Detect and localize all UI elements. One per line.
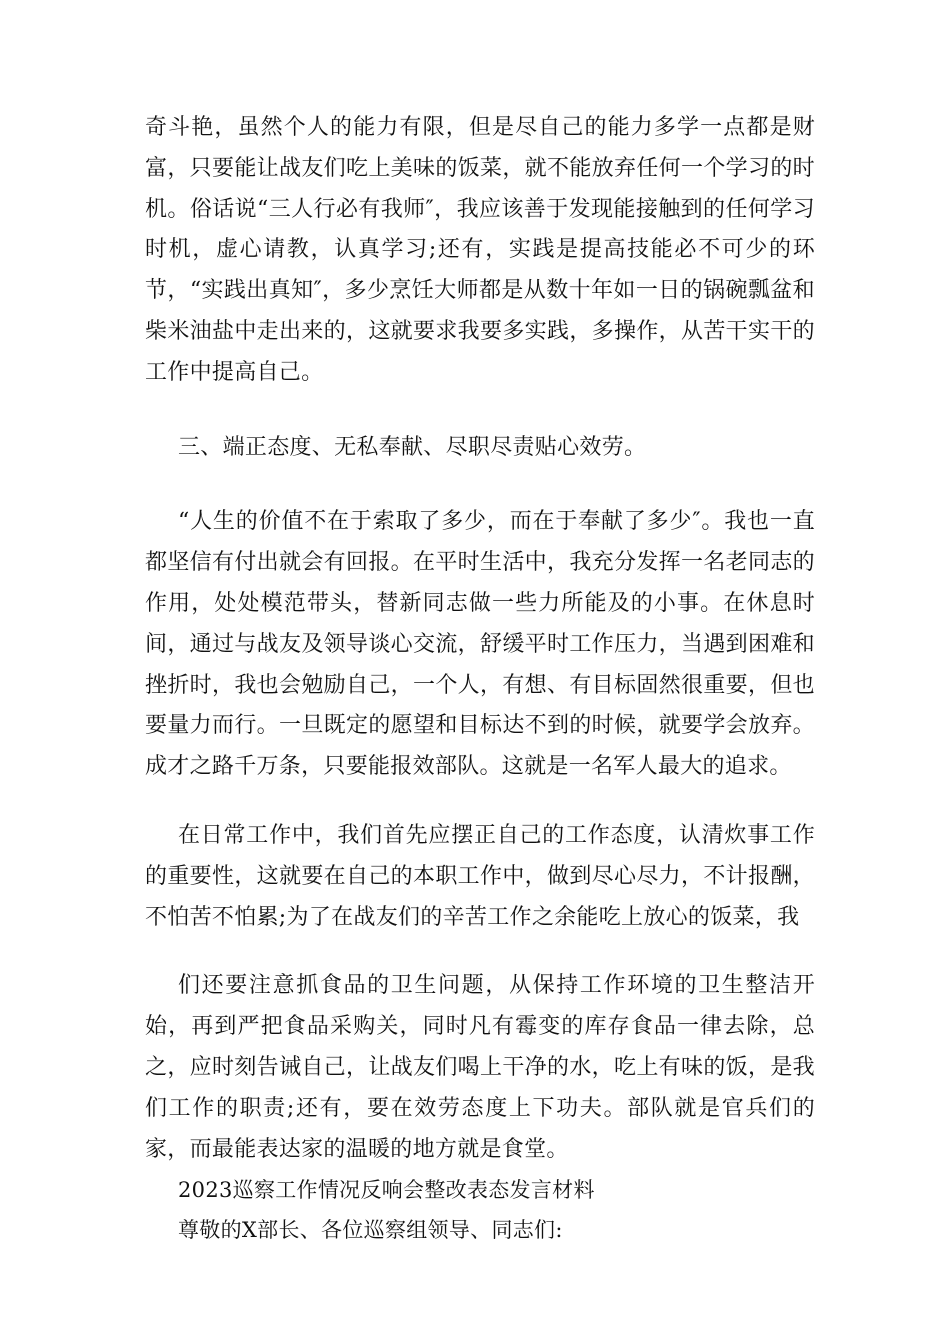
paragraph-value-of-life: “人生的价值不在于索取了多少，而在于奉献了多少″。我也一直都坚信有付出就会有回报。在平时生活中，我充分发挥一名老同志的作用，处处模范带头，替新同志做一些力所能及的小事。在休息时间，通过与战友及领导谈心交流，舒缓平时工作压力，当遇到困难和挫折时，我也会勉励自己，一个人，有想、有目标固然很重要，但也要量力而行。一旦既定的愿望和目标达不到的时候，就要学会放弃。成才之路千万条，只要能报效部队。这就是一名军人最大的追求。 [145, 509, 815, 780]
salutation: 尊敬的X部长、各位巡察组领导、同志们: [178, 1218, 563, 1243]
paragraph-daily-work: 在日常工作中，我们首先应摆正自己的工作态度，认清炊事工作的重要性，这就要在自己的本职工作中，做到尽心尽力，不计报酬，不怕苦不怕累;为了在战友们的辛苦工作之余能吃上放心的饭菜，我 [145, 822, 815, 930]
paragraph-continued: 奇斗艳，虽然个人的能力有限，但是尽自己的能力多学一点都是财富，只要能让战友们吃上美味的饭菜，就不能放弃任何一个学习的时机。俗话说“三人行必有我师″，我应该善于发现能接触到的任何学习时机，虚心请教，认真学习;还有，实践是提高技能必不可少的环节，“实践出真知″，多少烹饪大师都是从数十年如一日的锅碗瓢盆和柴米油盐中走出来的，这就要求我要多实践，多操作，从苦干实干的工作中提高自己。 [145, 115, 815, 385]
document-body [145, 108, 815, 1250]
paragraph-food-hygiene: 们还要注意抓食品的卫生问题，从保持工作环境的卫生整洁开始，再到严把食品采购关，同时凡有霉变的库存食品一律去除，总之，应时刻告诫自己，让战友们喝上干净的水，吃上有味的饭，是我们工作的职责;还有，要在效劳态度上下功夫。部队就是官兵们的家，而最能表达家的温暖的地方就是食堂。 [145, 973, 815, 1162]
document-title: 2023巡察工作情况反响会整改表态发言材料 [178, 1178, 595, 1203]
section-heading: 三、端正态度、无私奉献、尽职尽责贴心效劳。 [178, 434, 647, 460]
